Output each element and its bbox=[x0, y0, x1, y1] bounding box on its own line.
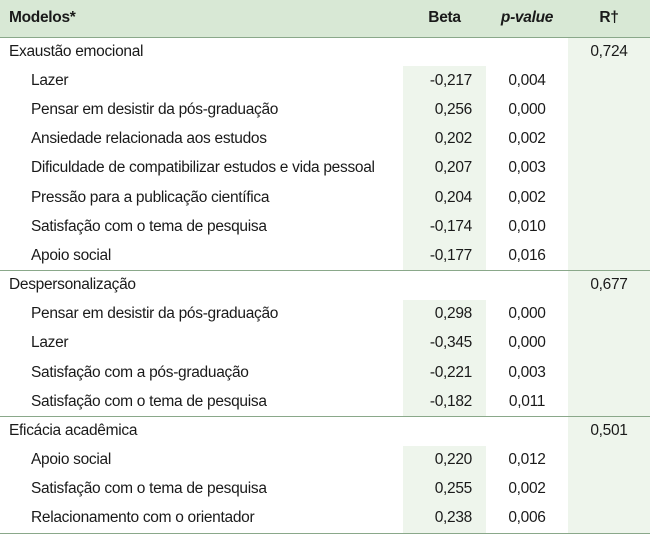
r-cell bbox=[568, 446, 650, 475]
variable-label: Relacionamento com o orientador bbox=[0, 504, 403, 533]
beta-value: 0,298 bbox=[403, 300, 486, 329]
beta-value: 0,202 bbox=[403, 125, 486, 154]
r-cell bbox=[568, 475, 650, 504]
group-row bbox=[0, 37, 650, 66]
table-row bbox=[0, 183, 650, 212]
beta-value: 0,207 bbox=[403, 154, 486, 183]
group-name: Exaustão emocional bbox=[0, 37, 403, 66]
r-cell bbox=[568, 358, 650, 387]
r-cell bbox=[568, 241, 650, 270]
beta-cell bbox=[403, 271, 486, 300]
r-cell bbox=[568, 504, 650, 533]
pvalue-value: 0,002 bbox=[508, 480, 546, 498]
group-name: Eficácia acadêmica bbox=[0, 416, 403, 445]
variable-label: Satisfação com a pós-graduação bbox=[31, 363, 249, 381]
table-row bbox=[0, 475, 650, 504]
header-beta: Beta bbox=[403, 0, 486, 37]
pvalue-value: 0,003 bbox=[508, 363, 546, 381]
pvalue-cell bbox=[486, 271, 568, 300]
r-cell bbox=[568, 387, 650, 416]
pvalue-value: 0,010 bbox=[508, 217, 546, 235]
beta-value: -0,182 bbox=[403, 387, 486, 416]
variable-label: Ansiedade relacionada aos estudos bbox=[31, 130, 267, 148]
r-cell bbox=[568, 183, 650, 212]
variable-label: Pressão para a publicação científica bbox=[31, 188, 270, 206]
variable-label: Pensar em desistir da pós-graduação bbox=[31, 100, 279, 118]
beta-value: 0,220 bbox=[403, 446, 486, 475]
variable-label: Satisfação com o tema de pesquisa bbox=[31, 480, 267, 498]
beta-value: 0,256 bbox=[403, 95, 486, 124]
table-row bbox=[0, 504, 650, 533]
table-row bbox=[0, 300, 650, 329]
table-row bbox=[0, 125, 650, 154]
beta-value: 0,204 bbox=[403, 183, 486, 212]
pvalue-value: 0,002 bbox=[508, 130, 546, 148]
beta-value: -0,221 bbox=[403, 358, 486, 387]
beta-value: -0,177 bbox=[403, 241, 486, 270]
pvalue-cell bbox=[486, 37, 568, 66]
r-cell bbox=[568, 154, 650, 183]
beta-value: -0,345 bbox=[403, 329, 486, 358]
beta-value: 0,255 bbox=[403, 475, 486, 504]
table-row bbox=[0, 66, 650, 95]
table-row bbox=[0, 387, 650, 416]
r-cell bbox=[568, 300, 650, 329]
pvalue-value: 0,006 bbox=[486, 504, 568, 533]
r-value: 0,677 bbox=[568, 271, 650, 300]
pvalue-value: 0,003 bbox=[508, 159, 546, 177]
pvalue-value: 0,002 bbox=[508, 188, 546, 206]
pvalue-value: 0,016 bbox=[508, 246, 546, 264]
pvalue-cell bbox=[486, 416, 568, 445]
r-value: 0,501 bbox=[568, 416, 650, 445]
variable-label: Dificuldade de compatibilizar estudos e vida pessoal bbox=[31, 159, 375, 177]
beta-value: 0,238 bbox=[403, 504, 486, 533]
table-header-row bbox=[0, 0, 650, 37]
table-row bbox=[0, 329, 650, 358]
pvalue-value: 0,012 bbox=[508, 451, 546, 469]
header-models: Modelos* bbox=[0, 0, 403, 37]
table-body bbox=[0, 37, 650, 533]
r-cell bbox=[568, 212, 650, 241]
variable-label: Apoio social bbox=[31, 451, 111, 469]
variable-label: Apoio social bbox=[31, 246, 111, 264]
variable-label: Lazer bbox=[31, 334, 69, 352]
table-row bbox=[0, 358, 650, 387]
table-row bbox=[0, 154, 650, 183]
r-cell bbox=[568, 329, 650, 358]
table-row bbox=[0, 241, 650, 270]
r-cell bbox=[568, 66, 650, 95]
variable-label: Lazer bbox=[31, 71, 69, 89]
pvalue-value: 0,004 bbox=[508, 71, 546, 89]
r-cell bbox=[568, 95, 650, 124]
pvalue-value: 0,000 bbox=[508, 305, 546, 323]
group-row bbox=[0, 416, 650, 445]
group-row bbox=[0, 271, 650, 300]
header-r: R† bbox=[568, 0, 650, 37]
table-row bbox=[0, 446, 650, 475]
r-value: 0,724 bbox=[568, 37, 650, 66]
beta-cell bbox=[403, 416, 486, 445]
beta-value: -0,217 bbox=[403, 66, 486, 95]
pvalue-value: 0,011 bbox=[508, 392, 546, 410]
pvalue-value: 0,000 bbox=[508, 100, 546, 118]
header-pvalue: p-value bbox=[486, 0, 568, 37]
beta-value: -0,174 bbox=[403, 212, 486, 241]
pvalue-value: 0,000 bbox=[508, 334, 546, 352]
variable-label: Satisfação com o tema de pesquisa bbox=[31, 217, 267, 235]
table-row bbox=[0, 95, 650, 124]
variable-label: Satisfação com o tema de pesquisa bbox=[31, 392, 267, 410]
beta-cell bbox=[403, 37, 486, 66]
group-name: Despersonalização bbox=[0, 271, 403, 300]
variable-label: Pensar em desistir da pós-graduação bbox=[31, 305, 279, 323]
r-cell bbox=[568, 125, 650, 154]
table-row bbox=[0, 212, 650, 241]
